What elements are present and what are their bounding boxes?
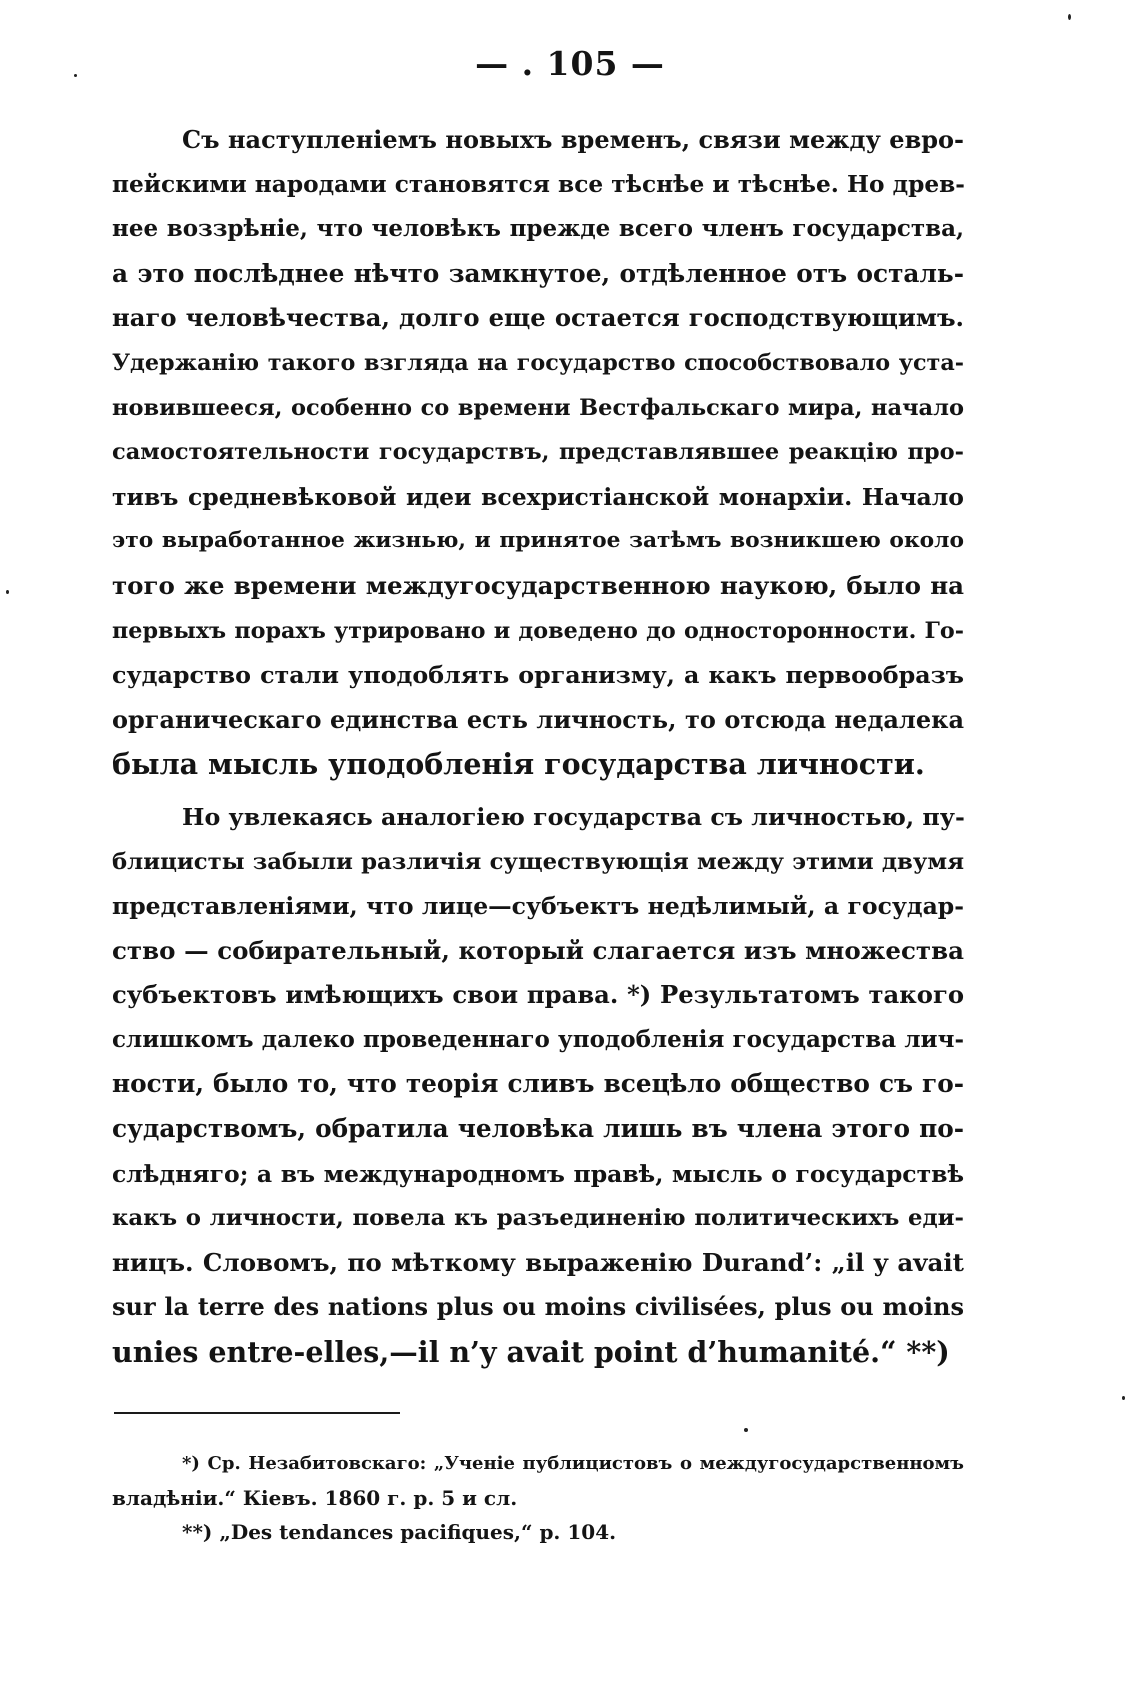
body-text [112, 118, 964, 1375]
text-line: того же времени междугосударственною наукою, было на [112, 570, 964, 600]
text-line: слѣдняго; а въ международномъ правѣ, мысль о государствѣ [112, 1159, 964, 1188]
text-line: Но увлекаясь аналогіею государства съ личностью, пу- [182, 802, 965, 831]
text-line: Удержанію такого взгляда на государство способствовало уста- [112, 349, 964, 376]
text-line: нее воззрѣніе, что человѣкъ прежде всего членъ государства, [112, 215, 964, 243]
text-line: ности, было то, что теорія сливъ всецѣло общество съ го- [112, 1069, 964, 1099]
text-line: ство — собирательный, который слагается изъ множества [112, 935, 964, 965]
scan-speck [1122, 1396, 1125, 1400]
text-line: слишкомъ далеко проведеннаго уподобленія государства лич- [112, 1025, 964, 1053]
scan-speck [1068, 14, 1071, 20]
footnote-divider [114, 1412, 400, 1414]
scan-speck [74, 74, 77, 77]
text-line: сударство стали уподоблять организму, а какъ первообразъ [112, 661, 964, 690]
text-line: Съ наступленіемъ новыхъ временъ, связи между евро- [182, 125, 964, 154]
text-line: а это послѣднее нѣчто замкнутое, отдѣленное отъ осталь- [112, 258, 964, 288]
footnote-line: владѣніи.“ Кіевъ. 1860 г. р. 5 и сл. [112, 1486, 518, 1510]
footnote-1 [112, 1447, 964, 1515]
text-line: новившееся, особенно со времени Вестфальскаго мира, начало [112, 394, 964, 421]
text-line: тивъ средневѣковой идеи всехристіанской монархіи. Начало [112, 482, 964, 511]
text-line: пейскими народами становятся все тѣснѣе и тѣснѣе. Но древ- [112, 170, 965, 198]
text-line: блицисты забыли различія существующія между этими двумя [112, 848, 964, 875]
text-line: была мысль уподобленія государства личности. [112, 747, 925, 782]
footnote-line: **) „Des tendances pacifiques,“ p. 104. [182, 1520, 617, 1544]
scan-speck [744, 1428, 748, 1432]
text-line: первыхъ порахъ утрировано и доведено до односторонности. Го- [112, 617, 964, 644]
paragraph-2 [112, 795, 964, 1375]
footnote-2 [112, 1515, 964, 1549]
text-line: это выработанное жизнью, и принятое затѣмъ возникшею около [112, 528, 964, 554]
page-number: — . 105 — [475, 44, 665, 83]
text-line: представленіями, что лице—субъектъ недѣлимый, а государ- [112, 892, 964, 921]
footnote-line: *) Ср. Незабитовскаго: „Ученіе публицистовъ о междугосударственномъ [182, 1453, 964, 1474]
text-line: органическаго единства есть личность, то отсюда недалека [112, 704, 964, 734]
paragraph-1 [112, 118, 964, 787]
text-line: какъ о личности, повела къ разъединенію политическихъ еди- [112, 1205, 964, 1232]
text-line: unies entre-elles,—il n’y avait point d’humanité.“ **) [112, 1335, 950, 1370]
text-line: самостоятельности государствъ, представлявшее реакцію про- [112, 439, 964, 466]
text-line: субъектовъ имѣющихъ свои права. *) Результатомъ такого [112, 980, 964, 1010]
text-line: сударствомъ, обратила человѣка лишь въ члена этого по- [112, 1114, 964, 1144]
footnotes [112, 1447, 964, 1549]
text-line: ницъ. Словомъ, по мѣткому выраженію Durand’: „il y avait [112, 1247, 964, 1277]
scan-speck [6, 590, 9, 594]
text-line: sur la terre des nations plus ou moins civilisées, plus ou moins [112, 1292, 964, 1322]
text-line: наго человѣчества, долго еще остается господствующимъ. [112, 303, 964, 333]
